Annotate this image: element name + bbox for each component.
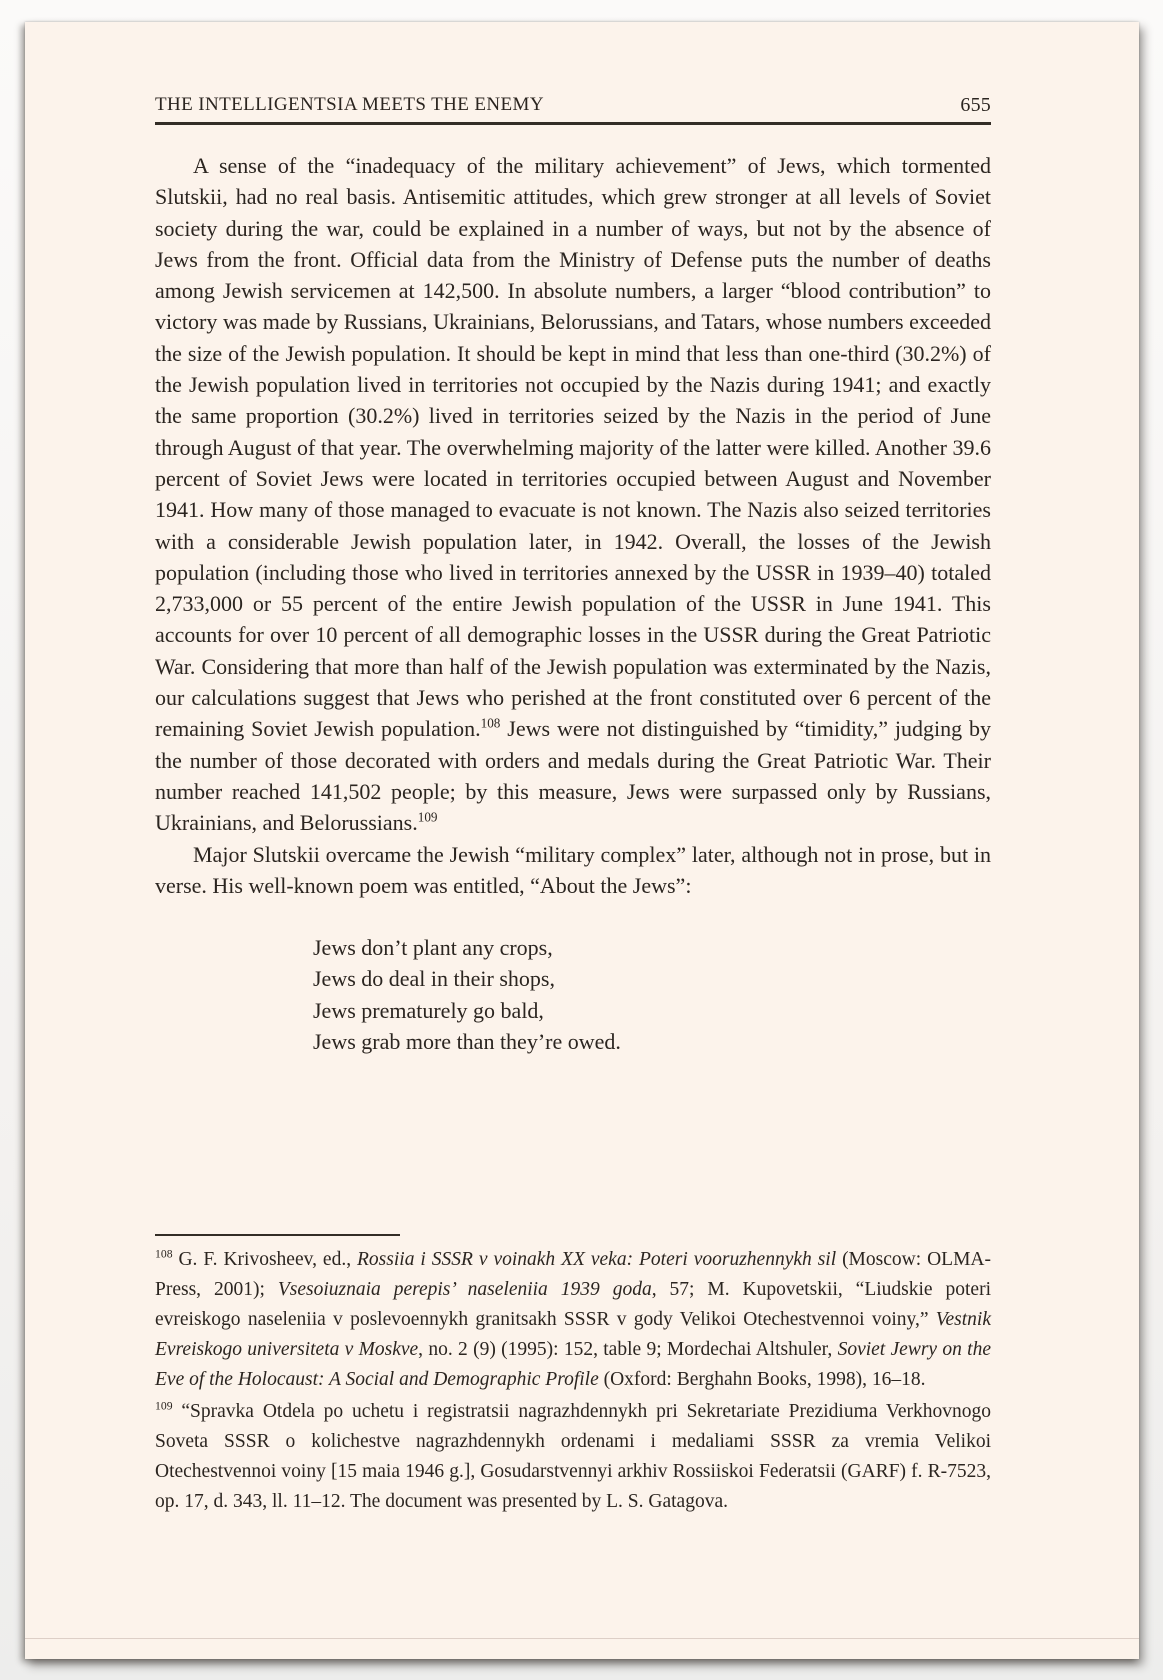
poem-block [313,932,991,1057]
poem-line: Jews don’t plant any crops, [313,935,553,961]
page-number: 655 [960,94,991,116]
body-text [155,150,991,901]
poem-line: Jews grab more than they’re owed. [313,1029,621,1055]
scan-artifact-line [25,1638,1139,1639]
book-page [25,22,1139,1659]
running-header [155,92,991,125]
poem-line: Jews do deal in their shops, [313,966,555,992]
poem-line: Jews prematurely go bald, [313,997,544,1023]
running-header-title: THE INTELLIGENTSIA MEETS THE ENEMY [155,94,544,115]
paragraph-2: Major Slutskii overcame the Jewish “military complex” later, although not in prose, but in verse. His well-known poem was entitled, “About the Jews”: [155,841,991,898]
page-content [155,92,991,1057]
footnote-separator [155,1234,400,1236]
footnote-108: $^{108}$ G. F. Krivosheev, ed., Rossiia i SSSR v voinakh XX veka: Poteri vooruzhennykh sil (Moscow: OLMA-Press, 2001); Vsesoiuznaia perepis’ naseleniia 1939 goda, 57; M. Kupovetskii, “Liudskie poteri evreiskogo naseleniia v poslevoennykh granitsakh SSSR v gody Velikoi Otechestvennoi voiny,” Vestnik Evreiskogo universiteta v Moskve, no. 2 (9) (1995): 152, table 9; Mordechai Altshuler, Soviet Jewry on the Eve of the Holocaust: A Social and Demographic Profile (Oxford: Berghahn Books, 1998), 16–18. [155,1247,992,1390]
footnotes-section [155,1234,991,1517]
footnote-109: $^{109}$ “Spravka Otdela po uchetu i registratsii nagrazhdennykh pri Sekretariate Prezidiuma Verkhovnogo Soveta SSSR o kolichestve nagrazhdennykh ordenami i medaliami SSSR za vremia Velikoi Otechestvennoi voiny [15 maia 1946 g.], Gosudarstvennyi arkhiv Rossiiskoi Federatsii (GARF) f. R-7523, op. 17, d. 343, ll. 11–12. The document was presented by L. S. Gatagova. [155,1399,991,1512]
paragraph-1: A sense of the “inadequacy of the military achievement” of Jews, which tormented Slutskii, had no real basis. Antisemitic attitudes, which grew stronger at all levels of Soviet society during the war, could be explained in a number of ways, but not by the absence of Jews from the front. Official data from the Ministry of Defense puts the number of deaths among Jewish servicemen at 142,500. In absolute numbers, a larger “blood contribution” to victory was made by Russians, Ukrainians, Belorussians, and Tatars, whose numbers exceeded the size of the Jewish population. It should be kept in mind that less than one-third (30.2%) of the Jewish population lived in territories not occupied by the Nazis during 1941; and exactly the same proportion (30.2%) lived in territories seized by the Nazis in the period of June through August of that year. The overwhelming majority of the latter were killed. Another 39.6 percent of Soviet Jews were located in territories occupied between August and November 1941. How many of those managed to evacuate is not known. The Nazis also seized territories with a considerable Jewish population later, in 1942. Overall, the losses of the Jewish population (including those who lived in territories annexed by the USSR in 1939–40) totaled 2,733,000 or 55 percent of the entire Jewish population of the USSR in June 1941. This accounts for over 10 percent of all demographic losses in the USSR during the Great Patriotic War. Considering that more than half of the Jewish population was exterminated by the Nazis, our calculations suggest that Jews who perished at the front constituted over 6 percent of the remaining Soviet Jewish population.$^{108}$ Jews were not distinguished by “timidity,” judging by the number of those decorated with orders and medals during the Great Patriotic War. Their number reached 141,502 people; by this measure, Jews were surpassed only by Russians, Ukrainians, and Belorussians.$^{109}$ [155,153,992,836]
